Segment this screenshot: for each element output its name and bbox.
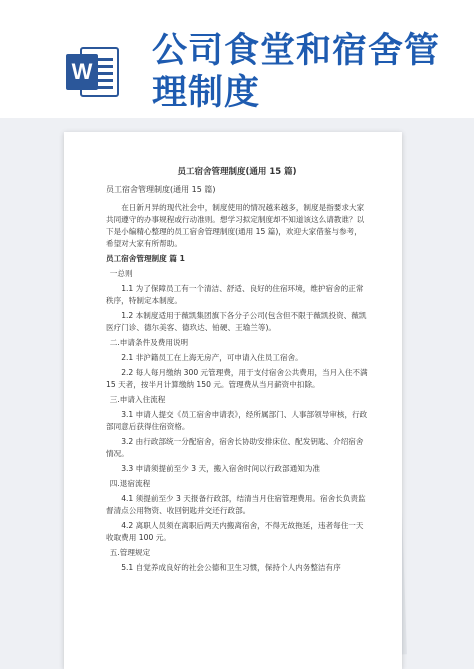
banner-title: 公司食堂和宿舍管理制度: [152, 31, 441, 113]
clause-3-1: 3.1 申请人提交《员工宿舍申请表》，经所属部门、人事部领导审核，行政部同意后获得住宿资格。: [106, 410, 368, 431]
clause-5-1: 5.1 自觉养成良好的社会公德和卫生习惯，保持个人内务整洁有序: [121, 563, 341, 572]
section-heading-rules: 五.管理规定: [109, 548, 151, 557]
intro-paragraph: 在日新月异的现代社会中，制度使用的情况越来越多，制度是指要求大家共同遵守的办事规程或行动准则。想学习拟定制度却不知道该这么请教谁？以下是小编精心整理的员工宿舍管理制度(通用 15 篇)，欢迎大家借鉴与参考，希望对大家有所帮助。: [106, 203, 365, 248]
document-page: [64, 132, 402, 669]
section-heading-checkin: 三.申请入住流程: [109, 395, 166, 404]
banner-header: [0, 0, 474, 118]
clause-3-2: 3.2 由行政部统一分配宿舍，宿舍长协助安排床位、配发钥匙、介绍宿舍情况。: [106, 437, 364, 458]
word-document-icon: [64, 44, 120, 100]
section-heading-checkout: 四.退宿流程: [109, 479, 151, 488]
section-heading-apply: 二.申请条件及费用说明: [109, 338, 189, 347]
clause-1-2: 1.2 本制度适用于薇凯集团旗下各分子公司(包含但不限于薇凯投资、薇凯医疗门诊、德尔美客、德玖达、铂硬、王瑜兰等)。: [106, 311, 367, 332]
clause-2-1: 2.1 非沪籍员工在上海无房产，可申请入住员工宿舍。: [121, 353, 303, 362]
clause-4-2: 4.2 离职人员须在离职后两天内搬离宿舍，不得无故拖延，违者每住一天收取费用 100 元。: [106, 521, 364, 542]
clause-3-3: 3.3 申请须提前至少 3 天，搬入宿舍时间以行政部通知为准: [121, 464, 320, 473]
document-subtitle: 员工宿舍管理制度(通用 15 篇): [106, 185, 216, 194]
clause-1-1: 1.1 为了保障员工有一个清洁、舒适、良好的住宿环境，维护宿舍的正常秩序，特制定本制度。: [106, 284, 364, 305]
svg-text:W: W: [71, 59, 93, 84]
section-heading-general: 一总则: [109, 269, 133, 278]
part-heading: 员工宿舍管理制度 篇 1: [106, 254, 185, 263]
clause-2-2: 2.2 每人每月缴纳 300 元管理费，用于支付宿舍公共费用，当月入住不满 15 天者，按半月计算缴纳 150 元。管理费从当月薪资中扣除。: [106, 368, 368, 389]
document-title: 员工宿舍管理制度(通用 15 篇): [177, 167, 297, 177]
clause-4-1: 4.1 须提前至少 3 天报备行政部，结清当月住宿管理费用。宿舍长负责监督清点公用物资、收回钥匙并交还行政部。: [106, 494, 366, 515]
document-body: [106, 166, 368, 577]
